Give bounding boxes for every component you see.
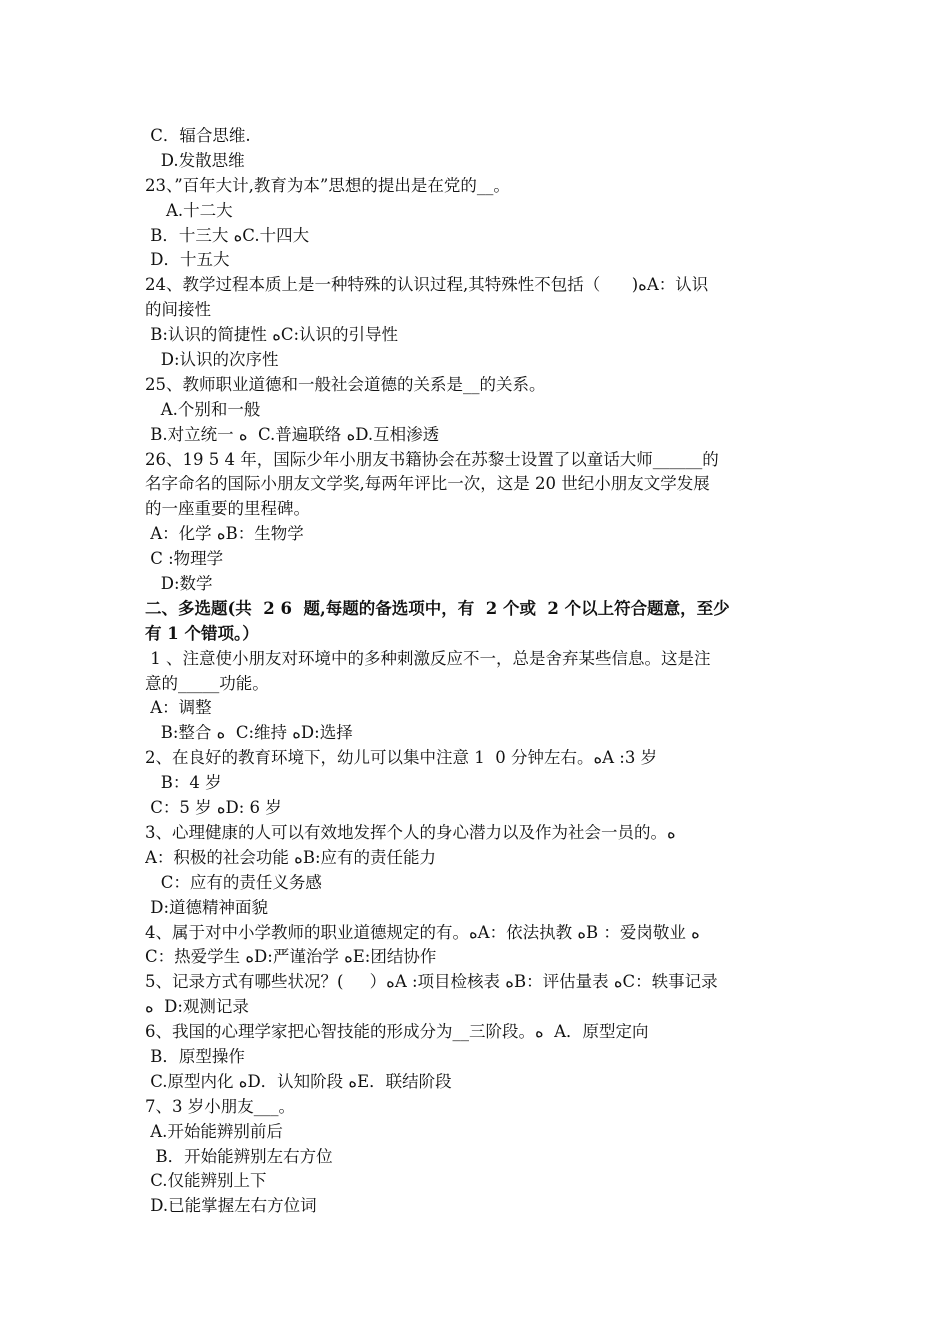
text-line: 的一座重要的里程碑。 <box>145 499 310 519</box>
text-line: A：积极的社会功能 ﻩB:应有的责任能力 <box>145 847 437 867</box>
text-line: C：5 岁 ﻩD: 6 岁 <box>145 798 282 818</box>
text-line: B:整合 ﻩ C:维持 ﻩD:选择 <box>145 723 353 743</box>
text-line: A.十二大 <box>145 200 233 220</box>
text-line: A.个别和一般 <box>145 399 261 419</box>
text-line: B.对立统一 ﻩ C.普遍联络 ﻩD.互相渗透 <box>145 424 440 444</box>
text-line: 7、3 岁小朋友___。 <box>145 1096 295 1116</box>
text-line: A：化学 ﻩB：生物学 <box>145 524 304 544</box>
text-line: C．辐合思维. <box>145 126 251 145</box>
text-line: 1 、注意使小朋友对环境中的多种刺激反应不一，总是舍弃某些信息。这是注 <box>145 648 711 668</box>
text-line: C.仅能辨别上下 <box>145 1171 267 1191</box>
text-line: 3、心理健康的人可以有效地发挥个人的身心潜力以及作为社会一员的。ﻩ <box>145 822 676 842</box>
text-line: 2、在良好的教育环境下，幼儿可以集中注意 1 0 分钟左右。ﻩA :3 岁 <box>145 748 658 768</box>
text-line: D:认识的次序性 <box>145 350 279 370</box>
text-line: D.发散思维 <box>145 150 245 170</box>
text-line: D．十五大 <box>145 250 230 270</box>
text-line: C：热爱学生 ﻩD:严谨治学 ﻩE:团结协作 <box>145 947 437 967</box>
section-heading-line: 二、多选题(共 2 6 题,每题的备选项中，有 2 个或 2 个以上符合题意，至少 <box>145 598 730 618</box>
text-line: D.已能掌握左右方位词 <box>145 1196 317 1216</box>
text-line: 25、教师职业道德和一般社会道德的关系是__的关系。 <box>145 374 546 394</box>
text-line: B．原型操作 <box>145 1046 245 1066</box>
text-line: 意的_____功能。 <box>145 673 269 693</box>
text-line: A：调整 <box>145 698 212 718</box>
text-line: A.开始能辨别前后 <box>145 1121 283 1141</box>
text-line: B．开始能辨别左右方位 <box>145 1146 333 1166</box>
text-line: C :物理学 <box>145 549 224 569</box>
text-line: C：应有的责任义务感 <box>145 872 322 892</box>
section-heading-line: 有 1 个错项。） <box>145 623 259 643</box>
text-line: 名字命名的国际小朋友文学奖,每两年评比一次，这是 20 世纪小朋友文学发展 <box>145 474 710 494</box>
text-line: 5、记录方式有哪些状况？( ）ﻩA :项目检核表 ﻩB：评估量表 ﻩC：轶事记录 <box>145 972 718 992</box>
text-line: 23、”百年大计,教育为本”思想的提出是在党的__。 <box>145 175 510 195</box>
text-line: 26、19 5 4 年，国际少年小朋友书籍协会在苏黎士设置了以童话大师______的 <box>145 449 719 469</box>
text-line: 4、属于对中小学教师的职业道德规定的有。ﻩA：依法执教 ﻩB ：爱岗敬业 ﻩ <box>145 922 700 942</box>
text-line: ﻩ D:观测记录 <box>145 997 249 1017</box>
document-body <box>145 124 810 1219</box>
text-line: 6、我国的心理学家把心智技能的形成分为__三阶段。ﻩ A．原型定向 <box>145 1022 649 1042</box>
text-line: 24、教学过程本质上是一种特殊的认识过程,其特殊性不包括（ )ﻩA：认识 <box>145 275 709 295</box>
text-line: B:认识的简捷性 ﻩC:认识的引导性 <box>145 325 399 345</box>
text-line: B：4 岁 <box>145 773 222 793</box>
text-line: D:数学 <box>145 574 213 594</box>
text-line: C.原型内化 ﻩD．认知阶段 ﻩE．联结阶段 <box>145 1071 452 1091</box>
text-line: 的间接性 <box>145 300 211 320</box>
text-line: D:道德精神面貌 <box>145 897 269 917</box>
text-line: B．十三大 ﻩC.十四大 <box>145 225 310 245</box>
